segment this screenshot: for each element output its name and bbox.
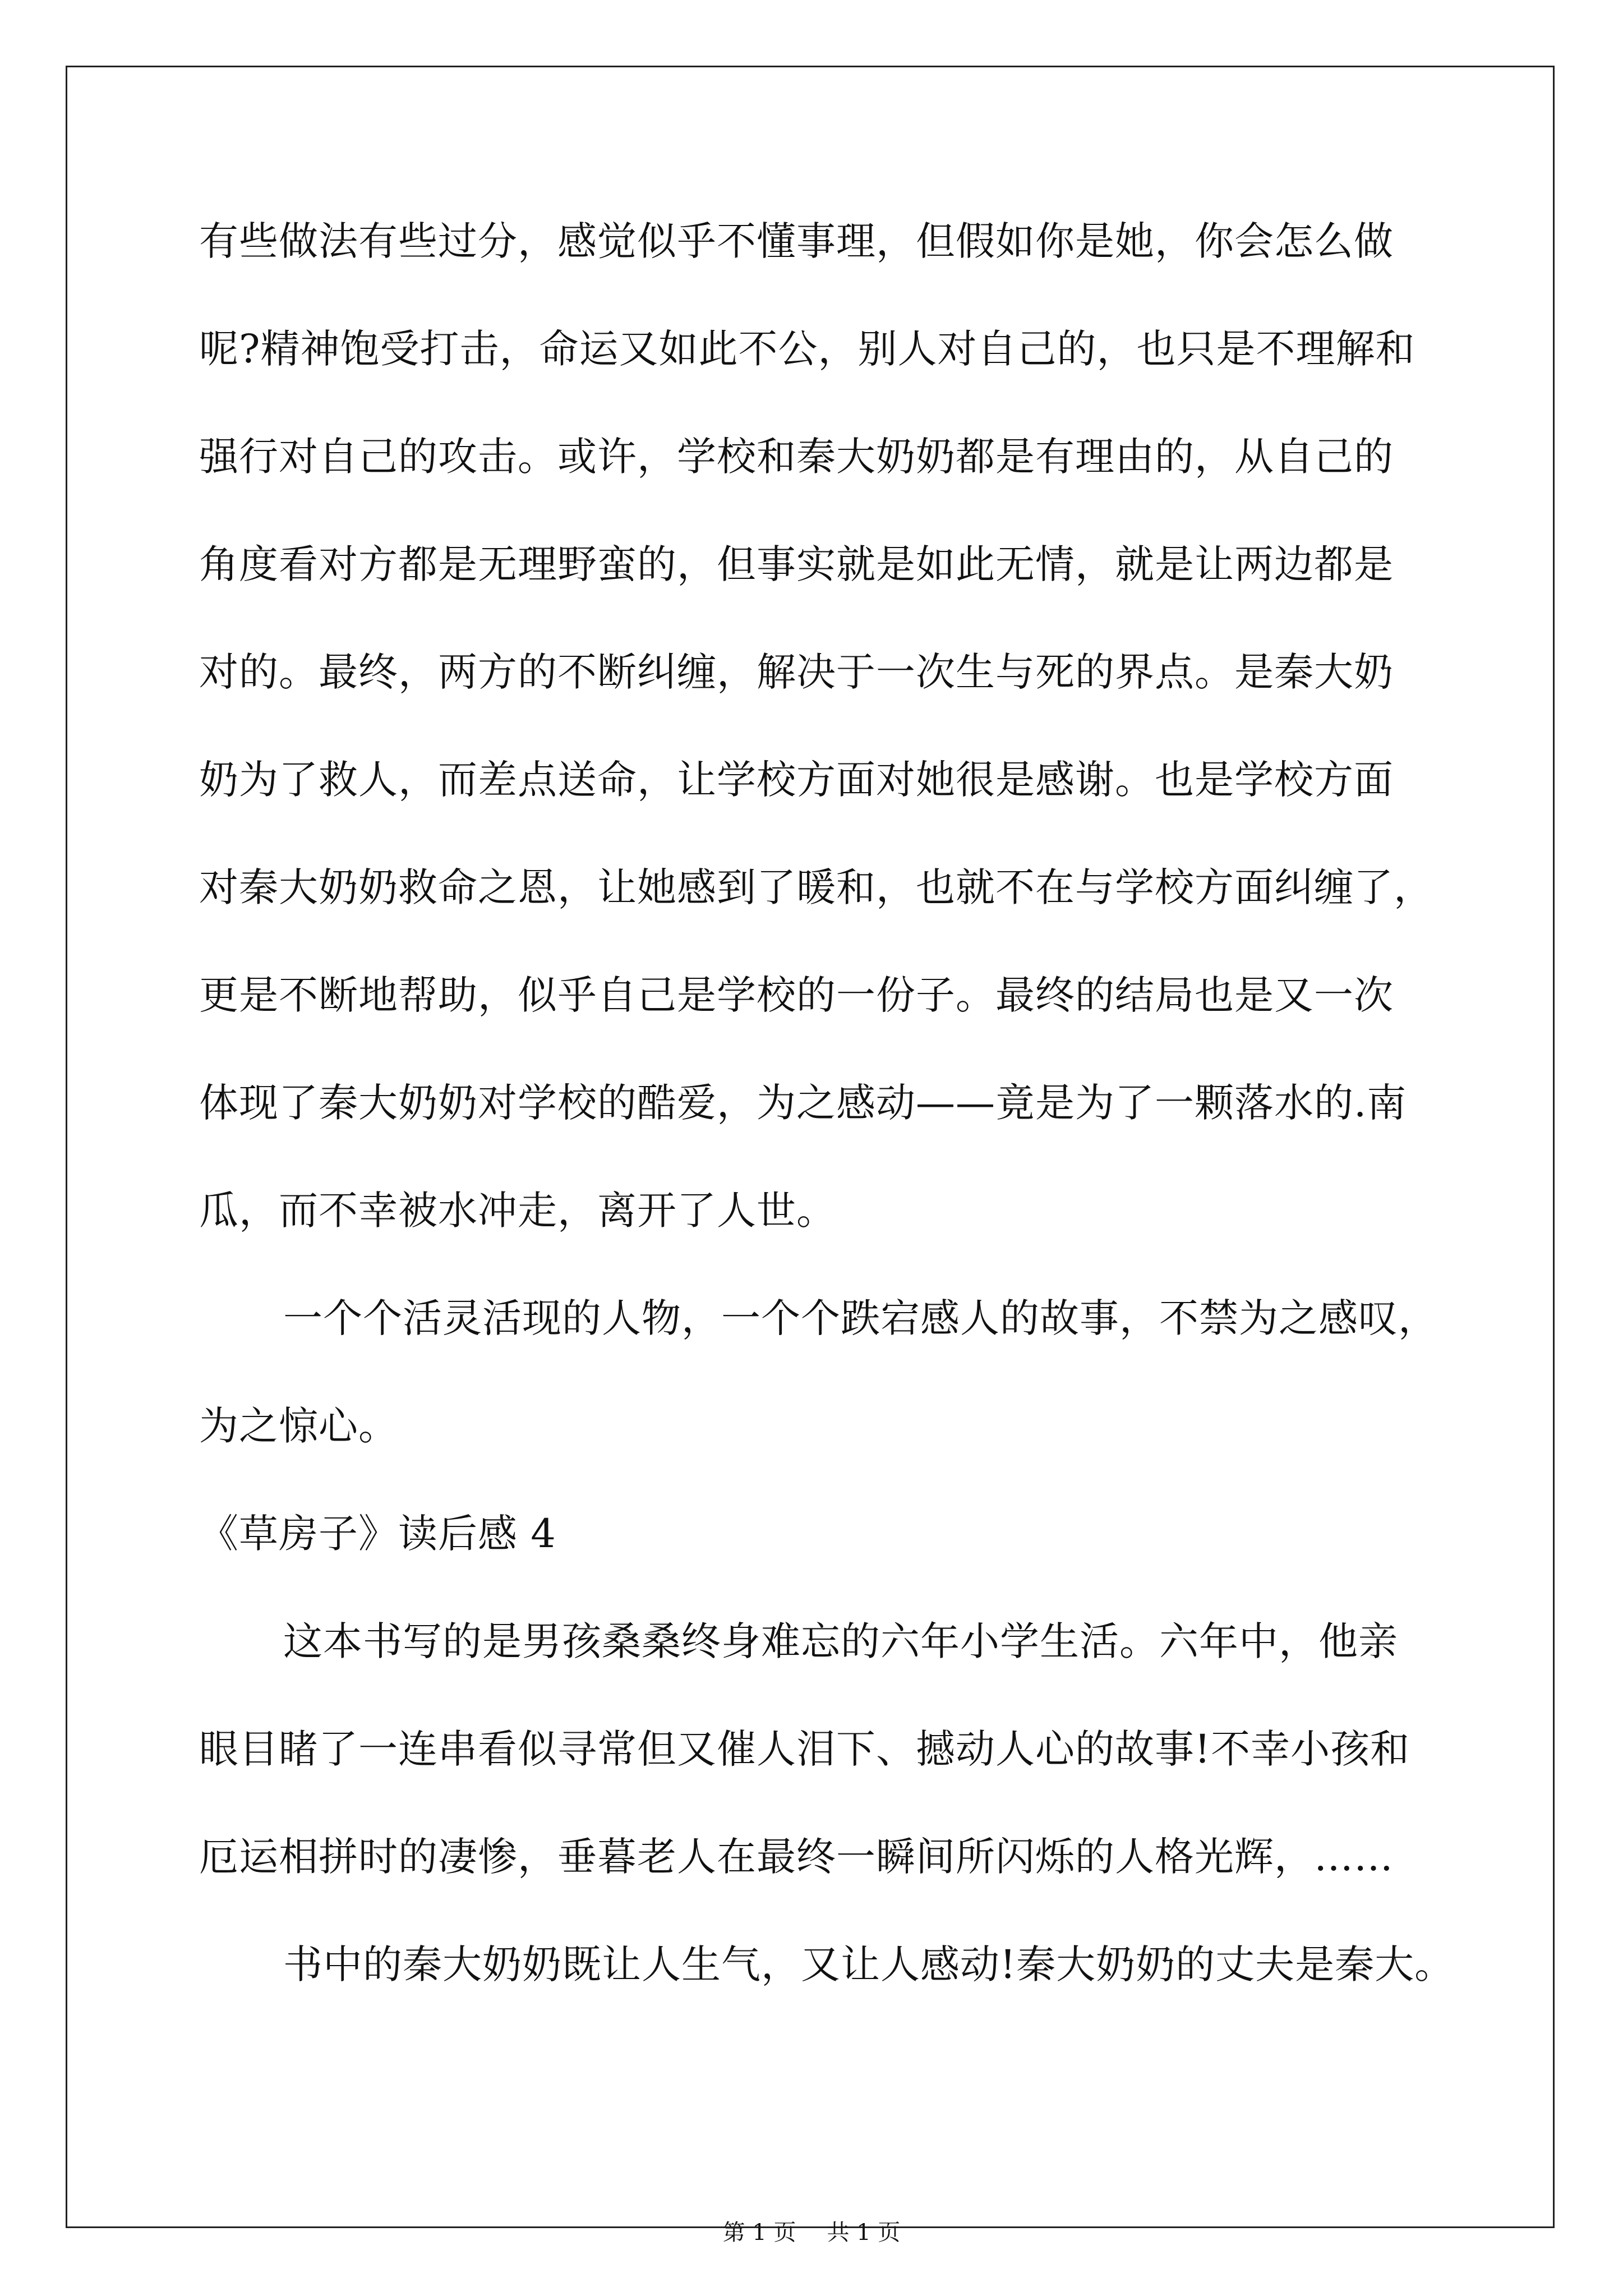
text-line: 更是不断地帮助，似乎自己是学校的一份子。最终的结局也是又一次 xyxy=(199,972,1394,1018)
paragraph-first-line: 书中的秦大奶奶既让人生气，又让人感动!秦大奶奶的丈夫是秦大。 xyxy=(283,1941,1455,1987)
text-line: 厄运相拼时的凄惨，垂暮老人在最终一瞬间所闪烁的人格光辉，…… xyxy=(199,1834,1394,1880)
text-line: 强行对自己的攻击。或许，学校和秦大奶奶都是有理由的，从自己的 xyxy=(199,434,1394,480)
text-line: 眼目睹了一连串看似寻常但又催人泪下、撼动人心的故事!不幸小孩和 xyxy=(199,1726,1410,1772)
section-heading: 《草房子》读后感 4 xyxy=(199,1511,556,1557)
text-line: 对的。最终，两方的不断纠缠，解决于一次生与死的界点。是秦大奶 xyxy=(199,649,1394,695)
page-footer xyxy=(0,2216,1623,2249)
text-line: 体现了秦大奶奶对学校的酷爱，为之感动——竟是为了一颗落水的.南 xyxy=(199,1080,1407,1126)
text-line: 呢?精神饱受打击，命运又如此不公，别人对自己的，也只是不理解和 xyxy=(199,326,1415,372)
text-line: 为之惊心。 xyxy=(199,1403,398,1449)
paragraph-first-line: 一个个活灵活现的人物，一个个跌宕感人的故事，不禁为之感叹， xyxy=(283,1295,1438,1341)
page-total: 共 1 页 xyxy=(827,2220,901,2246)
text-line: 角度看对方都是无理野蛮的，但事实就是如此无情，就是让两边都是 xyxy=(199,541,1394,587)
page-border xyxy=(66,66,1555,2228)
text-line: 瓜，而不幸被水冲走，离开了人世。 xyxy=(199,1188,836,1234)
page-number: 第 1 页 xyxy=(722,2220,796,2246)
text-line: 有些做法有些过分，感觉似乎不懂事理，但假如你是她，你会怎么做 xyxy=(199,218,1394,264)
text-line: 奶为了救人，而差点送命，让学校方面对她很是感谢。也是学校方面 xyxy=(199,757,1394,803)
paragraph-first-line: 这本书写的是男孩桑桑终身难忘的六年小学生活。六年中，他亲 xyxy=(283,1618,1398,1664)
text-line: 对秦大奶奶救命之恩，让她感到了暖和，也就不在与学校方面纠缠了， xyxy=(199,864,1433,910)
